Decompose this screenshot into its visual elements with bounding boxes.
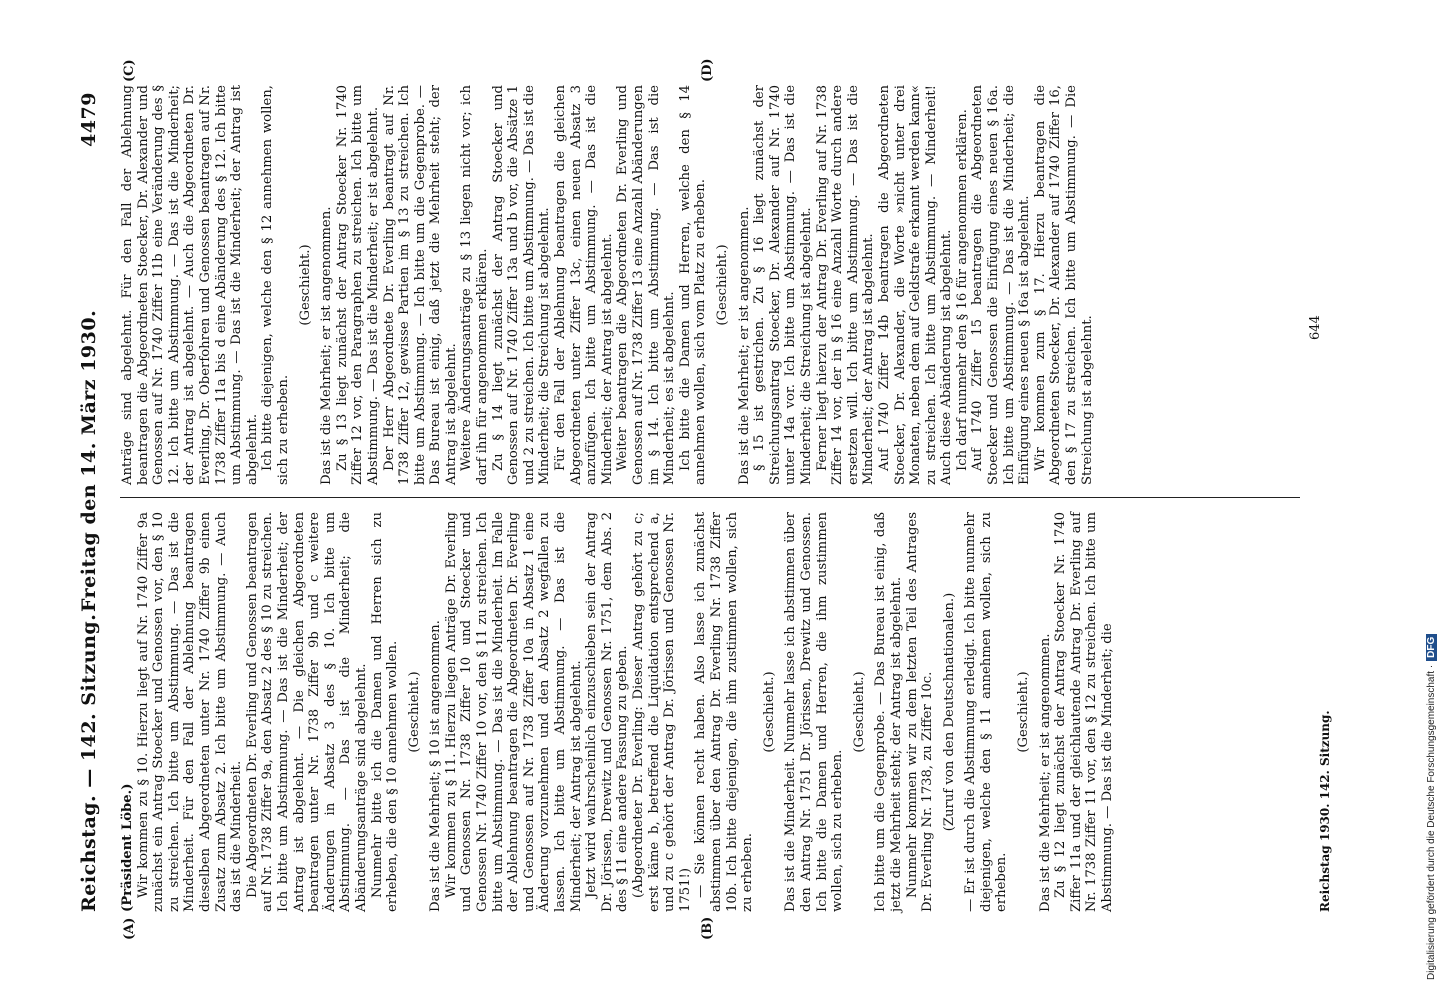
stage-direction: (Zuruf von den Deutschnationalen.) bbox=[941, 592, 957, 832]
paragraph: Nunmehr bitte ich die Damen und Herren sich zu erheben, die den § 10 annehmen wollen. bbox=[369, 512, 401, 912]
paragraph: Ich bitte um die Gegenprobe. — Das Bureau ist einig, daß jetzt die Mehrheit steht; der Antrag ist abgelehnt. bbox=[873, 512, 904, 912]
paragraph: Wir kommen zum § 17. Hierzu beantragen die Abgeordneten Stoecker, Dr. Alexander auf 1740 Ziffer 16, den § 17 zu streichen. Ich bitte um Abstimmung. — Die Streichung ist abgelehnt. bbox=[1032, 85, 1095, 485]
column-divider bbox=[120, 497, 1300, 498]
left-text-column bbox=[120, 512, 1116, 912]
paragraph: Die Abgeordneten Dr. Everling und Genossen beantragen auf Nr. 1738 Ziffer 9a, den Absatz 2 des § 10 zu streichen. Ich bitte um Abstimmung. — Das ist die Minderheit; der Antrag ist abgelehnt. — Die gleichen Abgeordneten beantragen unter Nr. 1738 Ziffer 9b und c weitere Änderungen in Absatz 3 des § 10. Ich bitte um Abstimmung. — Das ist die Minderheit; die Abänderungsanträge sind abgelehnt. bbox=[244, 512, 369, 912]
paragraph: Zu § 13 liegt zunächst der Antrag Stoecker Nr. 1740 Ziffer 12 vor, den Paragraphen zu streichen. Ich bitte um Abstimmung. — Das ist die Minderheit; er ist abgelehnt. bbox=[334, 85, 381, 485]
paragraph: Ich darf nunmehr den § 16 für angenommen erklären. bbox=[954, 109, 970, 471]
page-header bbox=[70, 92, 110, 912]
footer-page-number: 644 bbox=[1308, 315, 1323, 340]
stage-direction: (Geschieht.) bbox=[406, 671, 422, 753]
margin-marker-b: (B) bbox=[700, 916, 715, 940]
paragraph: Das ist die Minderheit. Nunmehr lasse ich abstimmen über den Antrag Nr. 1751 Dr. Jörissen, Drewitz und Genossen. Ich bitte die Damen und Herren, die ihm zustimmen wollen, sich zu erheben. bbox=[783, 512, 846, 912]
paragraph: Das ist die Mehrheit; er ist angenommen. bbox=[319, 206, 335, 485]
paragraph: Wir kommen zu § 11. Hierzu liegen Anträge Dr. Everling und Genossen Nr. 1738 Ziffer 10 und Stoecker und Genossen Nr. 1740 Ziffer 10 vor, den § 11 zu streichen. Ich bitte um Abstimmung. — Das ist die Minderheit. Im Falle der Ablehnung beantragen die Abgeordneten Dr. Everling und Genossen auf Nr. 1738 Ziffer 10a in Absatz 1 eine Änderung vorzunehmen und den Absatz 2 wegfallen zu lassen. Ich bitte um Abstimmung. — Das ist die Minderheit; der Antrag ist abgelehnt. bbox=[443, 512, 584, 912]
digitization-text: Digitalisierung gefördert durch die Deutsche Forschungsgemeinschaft · bbox=[1426, 664, 1437, 980]
paragraph: Der Herr Abgeordnete Dr. Everling beantragt auf Nr. 1738 Ziffer 12, gewisse Partien im § 13 zu streichen. Ich bitte um Abstimmung. — Ich bitte um die Gegenprobe. — Das Bureau ist einig, daß jetzt die Mehrheit steht; der Antrag ist abgelehnt. bbox=[381, 85, 459, 485]
paragraph: Ich bitte diejenigen, welche den § 12 annehmen wollen, sich zu erheben. bbox=[260, 85, 291, 485]
paragraph: § 15 ist gestrichen. Zu § 16 liegt zunächst der Streichungsantrag Stoecker, Dr. Alexander auf Nr. 1740 unter 14a vor. Ich bitte um Abstimmung. — Das ist die Minderheit; die Streichung ist abgelehnt. bbox=[752, 85, 814, 485]
margin-marker-d: (D) bbox=[700, 58, 715, 82]
paragraph: Auf 1740 Ziffer 15 beantragen die Abgeordneten Stoecker und Genossen die Einfügung eines neuen § 16a. Ich bitte um Abstimmung. — Das ist die Minderheit; die Einfügung eines neuen § 16a ist abgelehnt. bbox=[970, 85, 1033, 485]
paragraph: Zu § 14 liegt zunächst der Antrag Stoecker und Genossen auf Nr. 1740 Ziffer 13a und b vor, die Absätze 1 und 2 zu streichen. Ich bitte um Abstimmung. — Das ist die Minderheit; die Streichung ist abgelehnt. bbox=[490, 85, 553, 485]
paragraph: — Sie können recht haben. Also lasse ich zunächst abstimmen über den Antrag Dr. Everling Nr. 1738 Ziffer 10b. Ich bitte diejenigen, die ihm zustimmen wollen, sich zu erheben. bbox=[693, 512, 756, 912]
header-page-number: 4479 bbox=[78, 92, 100, 147]
paragraph: Anträge sind abgelehnt. Für den Fall der Ablehnung beantragen die Abgeordneten Stoecker, Dr. Alexander und Genossen auf Nr. 1740 Ziffer 11b eine Veränderung des § 12. Ich bitte um Abstimmung. — Das ist die Minderheit; der Antrag ist abgelehnt. — Auch die Abgeordneten Dr. Everling, Dr. Oberfohren und Genossen beantragen auf Nr. 1738 Ziffer 11a bis d eine Abänderung des § 12. Ich bitte um Abstimmung. — Das ist die Minderheit; der Antrag ist abgelehnt. bbox=[120, 85, 260, 485]
paragraph: (Abgeordneter Dr. Everling: Dieser Antrag gehört zu c; erst käme b, betreffend die Liquidation entsprechend a, und zu c gehört der Antrag Dr. Jörissen und Genossen Nr. 1751!) bbox=[631, 512, 693, 912]
paragraph: Ich bitte die Damen und Herren, welche den § 14 annehmen wollen, sich vom Platz zu erheben. bbox=[677, 85, 709, 485]
paragraph: Zu § 12 liegt zunächst der Antrag Stoecker Nr. 1740 Ziffer 11a und der gleichlautende Antrag Dr. Everling auf Nr. 1738 Ziffer 11 vor, den § 12 zu streichen. Ich bitte um Abstimmung. — Das ist die Minderheit; die bbox=[1053, 512, 1116, 912]
stage-direction: (Geschieht.) bbox=[297, 244, 313, 326]
paragraph: Weitere Änderungsanträge zu § 13 liegen nicht vor; ich darf ihn für angenommen erklären. bbox=[459, 85, 491, 485]
paragraph: Nunmehr kommen wir zu dem letzten Teil des Antrages Dr. Everling Nr. 1738, zu Ziffer 10c. bbox=[904, 512, 936, 912]
paragraph: — Er ist durch die Abstimmung erledigt. Ich bitte nunmehr diejenigen, welche den § 11 annehmen wollen, sich zu erheben. bbox=[963, 512, 1010, 912]
paragraph: (Präsident Löbe.) bbox=[120, 783, 135, 912]
right-text-column bbox=[120, 85, 1095, 485]
paragraph: Das ist die Mehrheit; er ist angenommen. bbox=[736, 206, 752, 485]
paragraph: Ferner liegt hierzu der Antrag Dr. Everling auf Nr. 1738 Ziffer 14 vor, der in § 16 eine Anzahl Worte durch andere ersetzen will. Ich bitte um Abstimmung. — Das ist die Minderheit; der Antrag ist abgelehnt. bbox=[814, 85, 877, 485]
paragraph: Das ist die Mehrheit; § 10 ist angenommen. bbox=[428, 620, 444, 912]
dfg-logo: DFG bbox=[1426, 634, 1437, 661]
stage-direction: (Geschieht.) bbox=[761, 671, 777, 753]
header-date: Freitag den 14. März 1930. bbox=[78, 309, 100, 612]
paragraph: Weiter beantragen die Abgeordneten Dr. Everling und Genossen auf Nr. 1738 Ziffer 13 eine Anzahl Abänderungen im § 14. Ich bitte um Abstimmung. — Das ist die Minderheit; es ist abgelehnt. bbox=[615, 85, 678, 485]
header-session: Reichstag. — 142. Sitzung. bbox=[78, 613, 100, 912]
margin-marker-a: (A) bbox=[122, 917, 137, 940]
stage-direction: (Geschieht.) bbox=[851, 671, 867, 753]
paragraph: Jetzt wird wahrscheinlich einzuschieben sein der Antrag Dr. Jörissen, Drewitz und Genossen Nr. 1751, dem Abs. 2 des § 11 eine andere Fassung zu geben. bbox=[584, 512, 631, 912]
paragraph: Für den Fall der Ablehnung beantragen die gleichen Abgeordneten unter Ziffer 13c, einen neuen Absatz 3 anzufügen. Ich bitte um Abstimmung. — Das ist die Minderheit; der Antrag ist abgelehnt. bbox=[553, 85, 615, 485]
digitization-note bbox=[1410, 20, 1437, 980]
paragraph: Das ist die Mehrheit; er ist angenommen. bbox=[1037, 633, 1053, 912]
footer-imprint: Reichstag 1930. 142. Sitzung. bbox=[1318, 710, 1332, 912]
stage-direction: (Geschieht.) bbox=[714, 244, 730, 326]
paragraph: Wir kommen zu § 10. Hierzu liegt auf Nr. 1740 Ziffer 9a zunächst ein Antrag Stoecker und Genossen vor, den § 10 zu streichen. Ich bitte um Abstimmung. — Das ist die Minderheit. Für den Fall der Ablehnung beantragen dieselben Abgeordneten unter Nr. 1740 Ziffer 9b einen Zusatz zum Absatz 2. Ich bitte um Abstimmung. — Auch das ist die Minderheit. bbox=[135, 512, 245, 912]
margin-marker-c: (C) bbox=[122, 59, 137, 82]
stage-direction: (Geschieht.) bbox=[1016, 671, 1032, 753]
paragraph: Auf 1740 Ziffer 14b beantragen die Abgeordneten Stoecker, Dr. Alexander, die Worte »nicht unter drei Monaten, neben dem auf Geldstrafe erkannt werden kann« zu streichen. Ich bitte um Abstimmung. — Minderheit! Auch diese Abänderung ist abgelehnt. bbox=[876, 85, 955, 485]
